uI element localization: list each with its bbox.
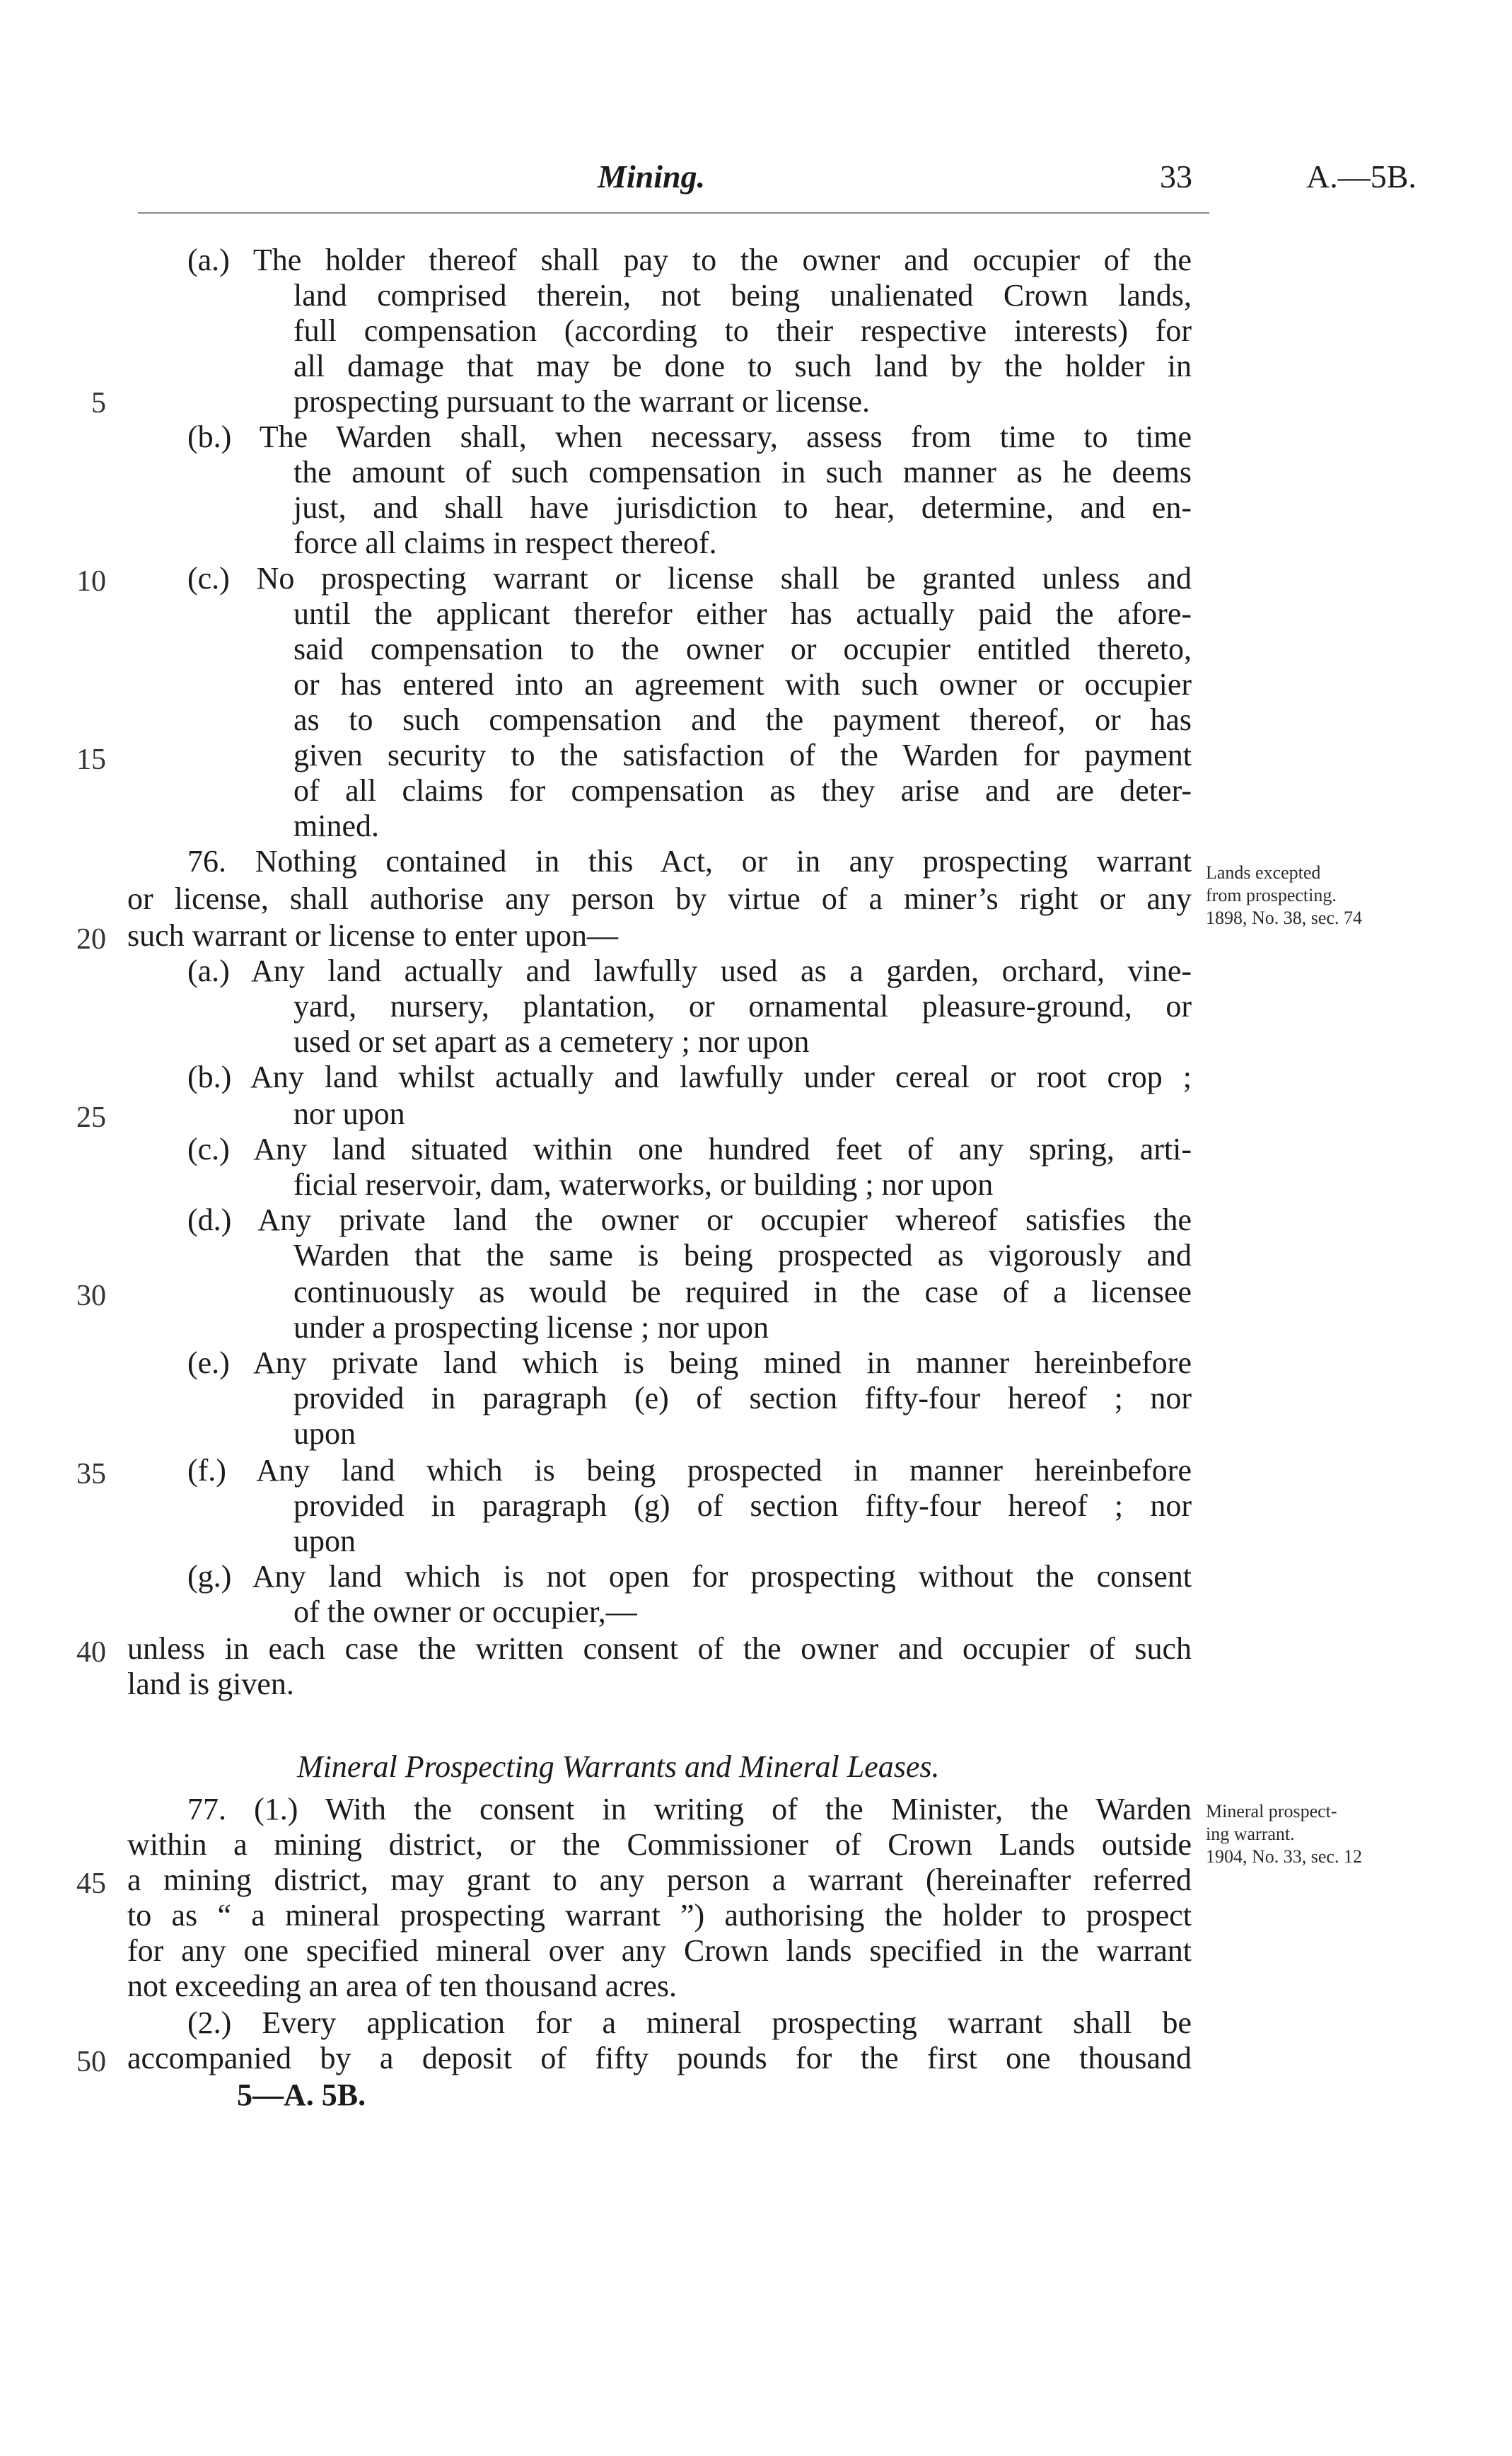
text-line: all damage that may be done to such land by the holder in — [293, 349, 1192, 383]
text-line: force all claims in respect thereof. — [293, 526, 717, 560]
margin-note-line: Lands excepted — [1206, 862, 1321, 883]
line-number: 45 — [76, 1867, 106, 1900]
text-line: (b.) Any land whilst actually and lawfully under cereal or root crop ; — [187, 1060, 1192, 1094]
line-number: 35 — [76, 1458, 106, 1490]
text-line: mined. — [293, 809, 379, 843]
text-line: land comprised therein, not being unalienated Crown lands, — [293, 278, 1192, 313]
text-line: nor upon — [293, 1096, 405, 1131]
text-line: unless in each case the written consent of the owner and occupier of such — [127, 1631, 1192, 1666]
text-line: prospecting pursuant to the warrant or license. — [293, 384, 870, 419]
margin-note-line: 1904, No. 33, sec. 12 — [1206, 1846, 1362, 1867]
text-line: or has entered into an agreement with such owner or occupier — [293, 667, 1192, 702]
margin-note-line: Mineral prospect- — [1206, 1801, 1337, 1821]
text-line: (b.) The Warden shall, when necessary, assess from time to time — [187, 419, 1192, 454]
text-line: (a.) Any land actually and lawfully used as a garden, orchard, vine- — [187, 954, 1192, 988]
line-number: 15 — [76, 743, 106, 776]
text-line: provided in paragraph (e) of section fifty-four hereof ; nor — [293, 1381, 1192, 1415]
text-line: (c.) Any land situated within one hundred feet of any spring, arti- — [187, 1132, 1192, 1166]
text-line: continuously as would be required in the case of a licensee — [293, 1275, 1192, 1309]
text-line: a mining district, may grant to any person a warrant (hereinafter referred — [127, 1863, 1192, 1897]
margin-note-line: ing warrant. — [1206, 1824, 1295, 1844]
text-line: accompanied by a deposit of fifty pounds for the first one thousand — [127, 2041, 1192, 2075]
text-line: (d.) Any private land the owner or occupier whereof satisfies the — [187, 1203, 1192, 1237]
text-line: (a.) The holder thereof shall pay to the owner and occupier of the — [187, 243, 1192, 277]
text-line: said compensation to the owner or occupier entitled thereto, — [293, 632, 1192, 666]
header-rule — [138, 212, 1209, 214]
text-line: upon — [293, 1524, 356, 1558]
line-number: 25 — [76, 1101, 106, 1134]
text-line: under a prospecting license ; nor upon — [293, 1310, 769, 1345]
text-line: as to such compensation and the payment thereof, or has — [293, 702, 1192, 737]
text-line: (g.) Any land which is not open for prospecting without the consent — [187, 1559, 1192, 1594]
text-line: (c.) No prospecting warrant or license shall be granted unless and — [187, 561, 1192, 596]
signature-mark: 5—A. 5B. — [237, 2078, 366, 2112]
text-line: 76. Nothing contained in this Act, or in any prospecting warrant — [187, 844, 1192, 879]
text-line: to as “ a mineral prospecting warrant ”) authorising the holder to prospect — [127, 1898, 1192, 1933]
line-number: 5 — [91, 387, 106, 419]
section-heading: Mineral Prospecting Warrants and Mineral Leases. — [297, 1749, 940, 1784]
page-number: 33 — [1160, 158, 1192, 195]
text-line: given security to the satisfaction of the Warden for payment — [293, 738, 1192, 772]
line-number: 40 — [76, 1636, 106, 1669]
running-title: Mining. — [598, 158, 706, 195]
text-line: yard, nursery, plantation, or ornamental pleasure-ground, or — [293, 989, 1192, 1024]
text-line: ficial reservoir, dam, waterworks, or building ; nor upon — [293, 1167, 994, 1202]
text-line: (f.) Any land which is being prospected in manner hereinbefore — [187, 1453, 1192, 1488]
margin-note-line: from prospecting. — [1206, 885, 1337, 905]
text-line: Warden that the same is being prospected as vigorously and — [293, 1238, 1192, 1273]
text-line: until the applicant therefor either has actually paid the afore- — [293, 596, 1192, 631]
text-line: 77. (1.) With the consent in writing of the Minister, the Warden — [187, 1792, 1192, 1826]
text-line: full compensation (according to their respective interests) for — [293, 313, 1192, 348]
line-number: 20 — [76, 923, 106, 956]
text-line: used or set apart as a cemetery ; nor upon — [293, 1024, 810, 1059]
text-line: upon — [293, 1416, 356, 1451]
text-line: of the owner or occupier,— — [293, 1594, 637, 1629]
margin-note-lands-excepted — [1206, 862, 1510, 929]
line-number: 10 — [76, 565, 106, 598]
paper-reference: A.—5B. — [1306, 158, 1417, 195]
text-line: of all claims for compensation as they arise and are deter- — [293, 773, 1192, 808]
margin-note-line: 1898, No. 38, sec. 74 — [1206, 908, 1362, 928]
line-number: 50 — [76, 2046, 106, 2078]
text-line: land is given. — [127, 1667, 294, 1701]
margin-note-mineral-warrant — [1206, 1800, 1510, 1868]
text-line: or license, shall authorise any person by virtue of a miner’s right or any — [127, 881, 1192, 916]
text-line: (e.) Any private land which is being mined in manner hereinbefore — [187, 1345, 1192, 1380]
text-line: not exceeding an area of ten thousand acres. — [127, 1969, 677, 2003]
text-line: just, and shall have jurisdiction to hear, determine, and en- — [293, 490, 1192, 525]
text-line: the amount of such compensation in such manner as he deems — [293, 455, 1192, 490]
line-number: 30 — [76, 1280, 106, 1312]
text-line: provided in paragraph (g) of section fifty-four hereof ; nor — [293, 1488, 1192, 1523]
text-line: (2.) Every application for a mineral prospecting warrant shall be — [187, 2005, 1192, 2040]
text-line: within a mining district, or the Commissioner of Crown Lands outside — [127, 1827, 1192, 1862]
text-line: for any one specified mineral over any Crown lands specified in the warrant — [127, 1933, 1192, 1968]
text-line: such warrant or license to enter upon— — [127, 918, 618, 953]
